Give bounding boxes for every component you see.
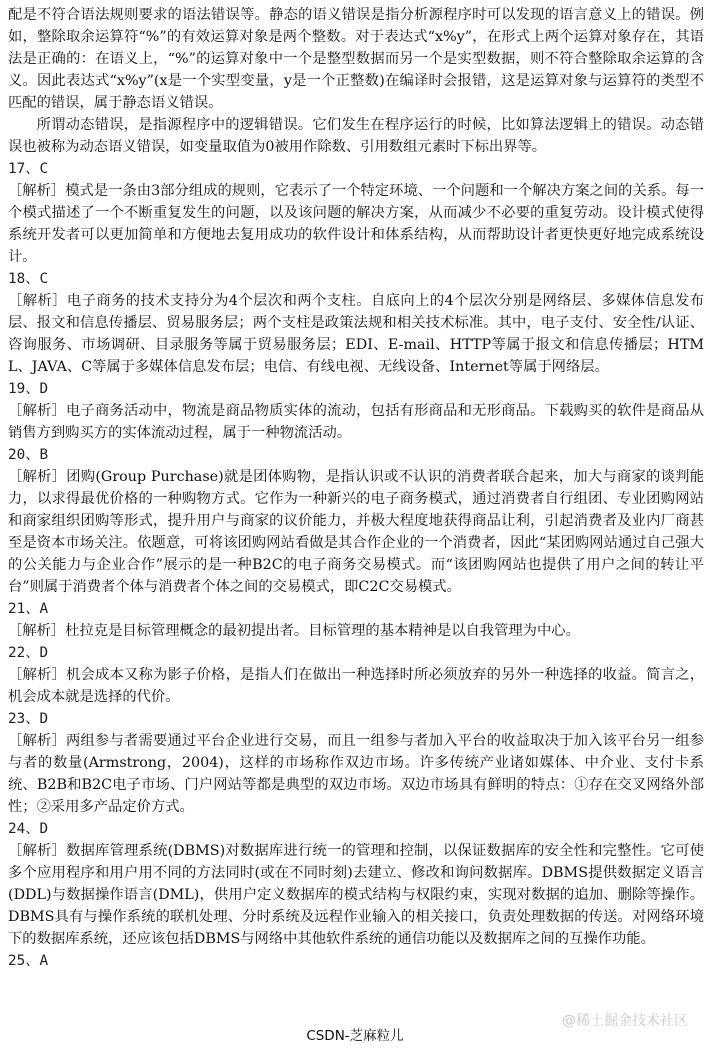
explanation-paragraph: ［解析］数据库管理系统(DBMS)对数据库进行统一的管理和控制，以保证数据库的安全性和完整性。它可使多个应用程序和用户用不同的方法同时(或在不同时刻)去建立、修改和询问数据库。DBMS提供数据定义语言(DDL)与数据操作语言(DML)，供用户定义数据库的模式结构与权限约束，实现对数据的追加、删除等操作。DBMS具有与操作系统的联机处理、分时系统及远程作业输入的相关接口，负责处理数据的传送。对网络环境下的数据库系统，还应该包括DBMS与网络中其他软件系统的通信功能以及数据库之间的互操作功能。 <box>8 843 704 947</box>
explanation-paragraph: ［解析］杜拉克是目标管理概念的最初提出者。目标管理的基本精神是以自我管理为中心。 <box>8 623 580 639</box>
explanation-paragraph: ［解析］团购(Group Purchase)就是团体购物，是指认识或不认识的消费者联合起来，加大与商家的谈判能力，以求得最优价格的一种购物方式。它作为一种新兴的电子商务模式，通过消费者自行组团、专业团购网站和商家组织团购等形式，提升用户与商家的议价能力，并极大程度地获得商品让利，引起消费者及业内厂商甚至是资本市场关注。依题意，可将该团购网站看做是其合作企业的一个消费者，因此“某团购网站通过自己强大的公关能力与企业合作”展示的是一种B2C的电子商务交易模式。而“该团购网站也提供了用户之间的转让平台”则属于消费者个体与消费者个体之间的交易模式，即C2C交易模式。 <box>8 469 704 595</box>
document-body <box>8 4 704 972</box>
explanation-paragraph: 配是不符合语法规则要求的语法错误等。静态的语义错误是指分析源程序时可以发现的语言意义上的错误。例如，整除取余运算符“%”的有效运算对象是两个整数。对于表达式“x%y”，在形式上两个运算对象存在，其语法是正确的：在语义上，“%”的运算对象中一个是整型数据而另一个是实型数据，则不符合整除取余运算的含义。因此表达式“x%y”(x是一个实型变量，y是一个正整数)在编译时会报错，这是运算对象与运算符的类型不匹配的错误，属于静态语义错误。 <box>8 7 704 111</box>
question-answer-number: 17、C <box>8 161 49 177</box>
question-answer-number: 20、B <box>8 447 49 463</box>
question-answer-number: 22、D <box>8 645 49 661</box>
question-answer-number: 24、D <box>8 821 49 837</box>
question-answer-number: 21、A <box>8 601 49 617</box>
explanation-paragraph: ［解析］模式是一条由3部分组成的规则，它表示了一个特定环境、一个问题和一个解决方案之间的关系。每一个模式描述了一个不断重复发生的问题，以及该问题的解决方案，从而减少不必要的重复劳动。设计模式使得系统开发者可以更加简单和方便地去复用成功的软件设计和体系结构，从而帮助设计者更快更好地完成系统设计。 <box>8 183 704 265</box>
explanation-paragraph: 所谓动态错误，是指源程序中的逻辑错误。它们发生在程序运行的时候，比如算法逻辑上的错误。动态错误也被称为动态语义错误，如变量取值为0被用作除数、引用数组元素时下标出界等。 <box>8 117 704 155</box>
footer-credit: CSDN-芝麻粒儿 <box>306 1028 404 1044</box>
question-answer-number: 25、A <box>8 953 49 969</box>
explanation-paragraph: ［解析］机会成本又称为影子价格，是指人们在做出一种选择时所必须放弃的另外一种选择的收益。简言之，机会成本就是选择的代价。 <box>8 667 704 705</box>
explanation-paragraph: ［解析］两组参与者需要通过平台企业进行交易，而且一组参与者加入平台的收益取决于加入该平台另一组参与者的数量(Armstrong，2004)，这样的市场称作双边市场。许多传统产业诸如媒体、中介业、支付卡系统、B2B和B2C电子市场、门户网站等都是典型的双边市场。双边市场具有鲜明的特点：①存在交叉网络外部性；②采用多产品定价方式。 <box>8 733 704 815</box>
watermark: @稀土掘金技术社区 <box>562 1013 688 1029</box>
explanation-paragraph: ［解析］电子商务活动中，物流是商品物质实体的流动，包括有形商品和无形商品。下载购买的软件是商品从销售方到购买方的实体流动过程，属于一种物流活动。 <box>8 403 704 441</box>
question-answer-number: 18、C <box>8 271 49 287</box>
explanation-paragraph: ［解析］电子商务的技术支持分为4个层次和两个支柱。自底向上的4个层次分别是网络层、多媒体信息发布层、报文和信息传播层、贸易服务层；两个支柱是政策法规和相关技术标准。其中，电子支付、安全性/认证、咨询服务、市场调研、目录服务等属于贸易服务层；EDI、E-mail、HTTP等属于报文和信息传播层；HTML、JAVA、C等属于多媒体信息发布层；电信、有线电视、无线设备、Internet等属于网络层。 <box>8 293 704 375</box>
question-answer-number: 23、D <box>8 711 49 727</box>
question-answer-number: 19、D <box>8 381 49 397</box>
